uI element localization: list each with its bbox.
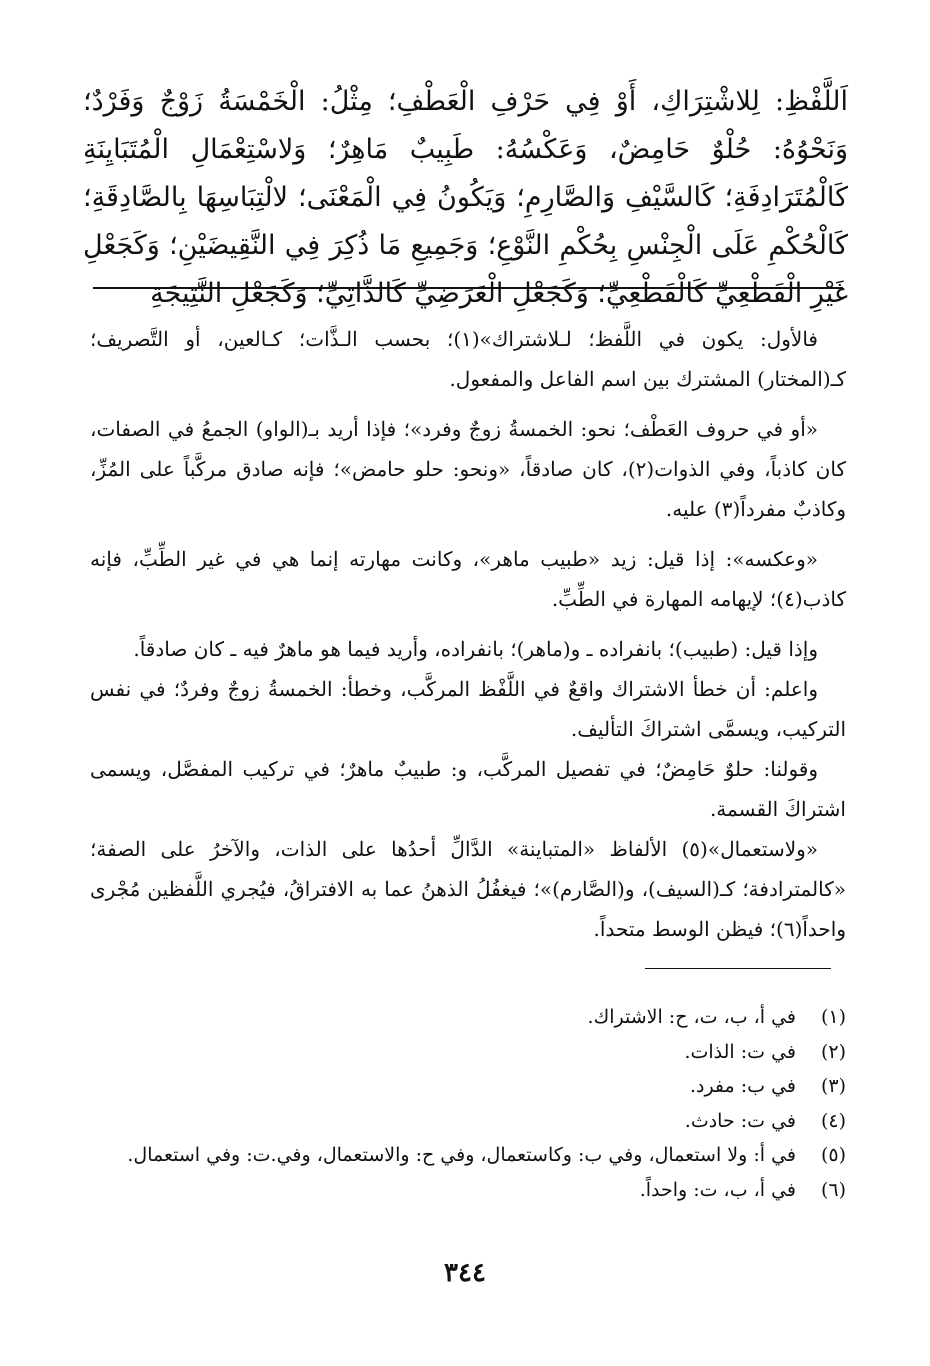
commentary-paragraph: وقولنا: حلوٌ حَامِضٌ؛ في تفصيل المركَّب، و: طبيبٌ ماهرٌ؛ في تركيب المفصَّل، ويسمى اشتراكَ القسمة. bbox=[90, 757, 846, 821]
footnote-text: في ت: حادث. bbox=[684, 1109, 796, 1132]
commentary-paragraph: وإذا قيل: (طبيب)؛ بانفراده ـ و(ماهر)؛ بانفراده، وأريد فيما هو ماهرٌ فيه ـ كان صادقاً. bbox=[133, 637, 818, 661]
footnote-item bbox=[90, 1173, 846, 1208]
commentary-sharh bbox=[90, 319, 846, 949]
footnote-text: في ت: الذات. bbox=[684, 1040, 796, 1063]
footnote-item bbox=[90, 1138, 846, 1173]
main-text-matn bbox=[83, 78, 848, 318]
footnote-number: (٤) bbox=[820, 1109, 846, 1132]
commentary-paragraph: واعلم: أن خطأ الاشتراك واقعٌ في اللَّفْظ المركَّب، وخطأ: الخمسةُ زوجٌ وفردٌ؛ في نفس التركيب، ويسمَّى اشتراكَ التأليف. bbox=[90, 677, 846, 741]
footnote-divider bbox=[645, 968, 831, 969]
commentary-paragraph: «أو في حروف العَطْف؛ نحو: الخمسةُ زوجٌ وفرد»؛ فإذا أريد بـ(الواو) الجمعُ في الصفات، كان كاذباً، وفي الذوات(٢)، كان صادقاً، «ونحو: حلو حامض»؛ فإنه صادق مركَّباً على المُزِّ، وكاذبٌ مفرداً(٣) عليه. bbox=[90, 417, 846, 521]
footnote-number: (٣) bbox=[820, 1075, 846, 1097]
footnote-number: (٥) bbox=[820, 1144, 846, 1166]
footnote-text: في أ، ب، ت: واحداً. bbox=[639, 1178, 796, 1201]
page-number: ٣٤٤ bbox=[444, 1258, 486, 1288]
section-divider bbox=[93, 287, 843, 289]
footnote-text: في ب: مفرد. bbox=[689, 1075, 796, 1097]
footnote-item bbox=[90, 1069, 846, 1104]
footnotes-list bbox=[90, 1000, 846, 1207]
footnote-text: في أ: ولا استعمال، وفي ب: وكاستعمال، وفي ح: والاستعمال، وفي.ت: وفي استعمال. bbox=[127, 1144, 796, 1166]
matn-paragraph: اَللَّفْظِ: لِلاشْتِرَاكِ، أَوْ فِي حَرْفِ الْعَطْفِ؛ مِثْلُ: الْخَمْسَةُ زَوْجٌ وَفَرْدٌ؛ وَنَحْوُهُ: حُلْوٌ حَامِضٌ، وَعَكْسُهُ: طَبِيبٌ مَاهِرٌ؛ وَلاسْتِعْمَالِ الْمُتَبَايِنَةِ كَالْمُتَرَادِفَةِ؛ كَالسَّيْفِ وَالصَّارِمِ؛ وَيَكُونُ فِي الْمَعْنَى؛ لالْتِبَاسِهَا بِالصَّادِقَةِ؛ كَالْحُكْمِ عَلَى الْجِنْسِ بِحُكْمِ النَّوْعِ؛ وَجَمِيعِ مَا ذُكِرَ فِي النَّقِيضَيْنِ؛ وَكَجَعْلِ غَيْرِ الْقَطْعِيِّ كَالْقَطْعِيِّ؛ وَكَجَعْلِ الْعَرَضِيِّ كَالذَّاتِيِّ؛ وَكَجَعْلِ النَّتِيجَةِ bbox=[83, 86, 848, 309]
footnote-text: في أ، ب، ت، ح: الاشتراك. bbox=[587, 1006, 796, 1028]
commentary-paragraph: «وعكسه»: إذا قيل: زيد «طبيب ماهر»، وكانت مهارته إنما هي في غير الطِّبِّ، فإنه كاذب(٤)؛ لإيهامه المهارة في الطِّبِّ. bbox=[90, 547, 846, 611]
footnote-number: (٢) bbox=[820, 1040, 846, 1063]
footnote-number: (٦) bbox=[820, 1178, 846, 1201]
footnote-number: (١) bbox=[820, 1006, 846, 1028]
footnote-item bbox=[90, 1035, 846, 1070]
footnote-item bbox=[90, 1000, 846, 1035]
commentary-paragraph: فالأول: يكون في اللَّفظ؛ لـلاشتراك»(١)؛ بحسب الـذَّات؛ كـالعين، أو التَّصريف؛ كـ(المختار) المشترك بين اسم الفاعل والمفعول. bbox=[90, 327, 846, 391]
footnote-item bbox=[90, 1104, 846, 1139]
commentary-paragraph: «ولاستعمال»(٥) الألفاظ «المتباينة» الدَّالِّ أحدُها على الذات، والآخرُ على الصفة؛ «كالمترادفة؛ كـ(السيف)، و(الصَّارم)»؛ فيغفُلُ الذهنُ عما به الافتراقُ، فيُجري اللَّفظين مُجْرى واحداً(٦)؛ فيظن الوسط متحداً. bbox=[90, 837, 846, 941]
